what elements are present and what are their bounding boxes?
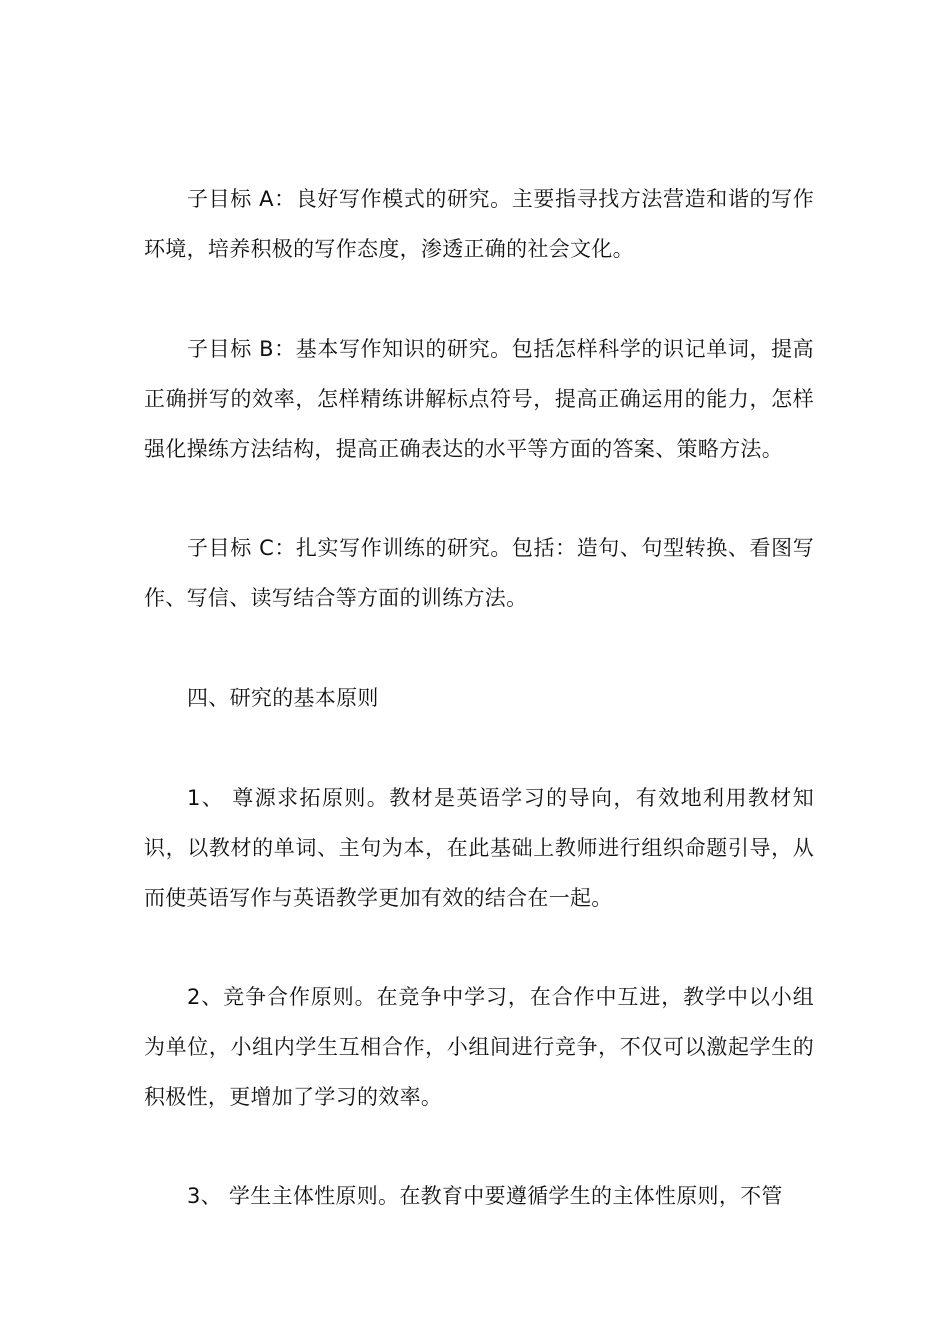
paragraph-sub-goal-b: 子目标 B：基本写作知识的研究。包括怎样科学的识记单词，提高正确拼写的效率，怎样精练讲解标点符号，提高正确运用的能力，怎样强化操练方法结构，提高正确表达的水平等方面的答案、策略方法。	[144, 337, 814, 461]
paragraph-sub-goal-c: 子目标 C：扎实写作训练的研究。包括：造句、句型转换、看图写作、写信、读写结合等方面的训练方法。	[144, 536, 814, 610]
paragraph-principle-2: 2、竞争合作原则。在竞争中学习，在合作中互进，教学中以小组为单位，小组内学生互相合作，小组间进行竞争，不仅可以激起学生的积极性，更增加了学习的效率。	[144, 985, 814, 1109]
section-heading-principles: 四、研究的基本原则	[187, 686, 379, 710]
paragraph-sub-goal-a: 子目标 A：良好写作模式的研究。主要指寻找方法营造和谐的写作环境，培养积极的写作态度，渗透正确的社会文化。	[144, 187, 814, 261]
paragraph-principle-3: 3、 学生主体性原则。在教育中要遵循学生的主体性原则，不管	[187, 1184, 783, 1208]
paragraph-principle-1: 1、 尊源求拓原则。教材是英语学习的导向，有效地利用教材知识，以教材的单词、主句为本，在此基础上教师进行组织命题引导，从而使英语写作与英语教学更加有效的结合在一起。	[144, 786, 814, 910]
